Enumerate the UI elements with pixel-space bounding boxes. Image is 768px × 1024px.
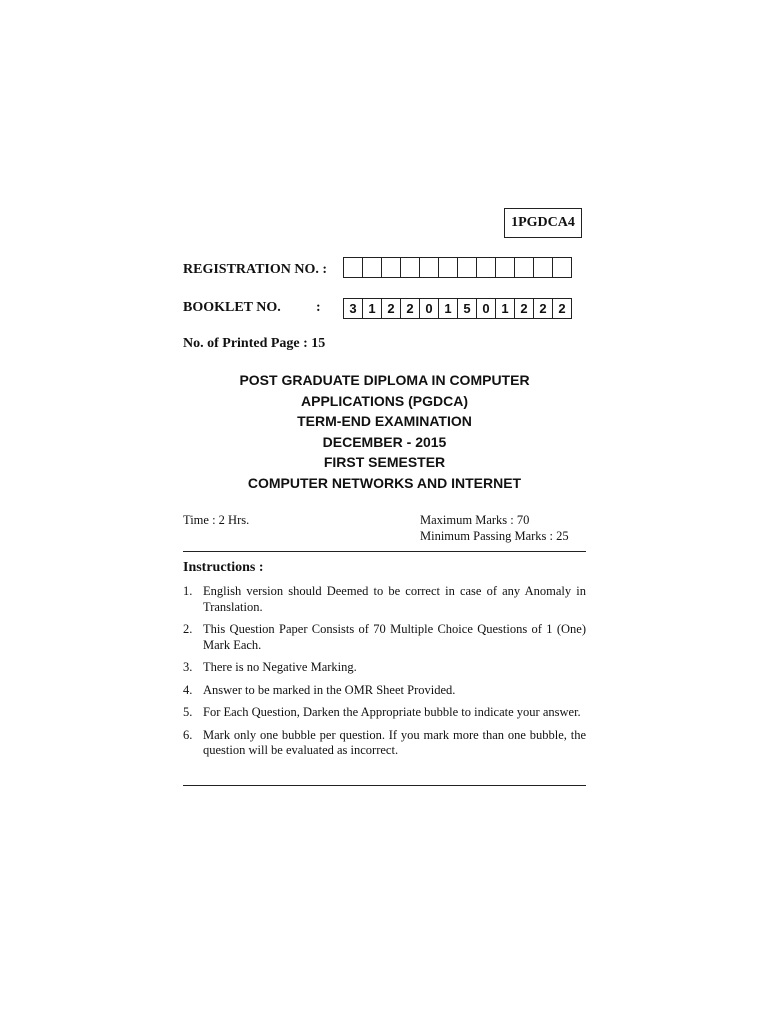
instruction-text: There is no Negative Marking. [203,660,357,674]
booklet-digit: 2 [515,298,534,319]
registration-digit-box[interactable] [515,257,534,278]
heading-line: FIRST SEMESTER [323,454,446,470]
registration-number-boxes[interactable] [343,257,572,278]
booklet-digit: 2 [553,298,572,319]
instruction-number: 4. [183,682,193,697]
booklet-digit: 3 [344,298,363,319]
instructions-title: Instructions : [183,560,264,575]
instruction-number: 3. [183,660,193,674]
instruction-text: This Question Paper Consists of 70 Multiple Choice Questions of 1 (One) Mark Each. [203,622,586,652]
instruction-text: English version should Deemed to be correct in case of any Anomaly in Translation. [203,584,586,614]
instruction-item [183,584,586,615]
booklet-digit: 5 [458,298,477,319]
registration-digit-box[interactable] [458,257,477,278]
heading-line: TERM-END EXAMINATION [297,413,472,429]
registration-digit-box[interactable] [477,257,496,278]
divider-bottom [183,785,586,786]
registration-digit-box[interactable] [363,257,382,278]
registration-digit-box[interactable] [344,257,363,278]
registration-digit-box[interactable] [401,257,420,278]
heading-line: DECEMBER - 2015 [322,433,447,450]
registration-digit-box[interactable] [553,257,572,278]
registration-digit-box[interactable] [496,257,515,278]
registration-digit-box[interactable] [534,257,553,278]
instructions-list [183,584,586,766]
instruction-number: 6. [183,727,193,742]
booklet-number-boxes [343,298,572,319]
heading-line: POST GRADUATE DIPLOMA IN COMPUTER [239,372,530,388]
paper-code-box [504,208,582,238]
booklet-digit: 2 [382,298,401,319]
instruction-number: 2. [183,622,193,636]
booklet-digit: 1 [496,298,515,319]
instruction-number: 1. [183,584,193,598]
instruction-item [183,705,586,721]
maximum-marks: Maximum Marks : 70 [420,513,530,527]
booklet-colon: : [316,300,321,315]
booklet-digit: 2 [401,298,420,319]
instruction-number: 5. [183,705,193,719]
exam-heading [183,370,586,493]
instruction-item [183,622,586,653]
registration-digit-box[interactable] [382,257,401,278]
exam-time: Time : 2 Hrs. [183,513,250,527]
instruction-item [183,728,586,759]
registration-label: REGISTRATION NO. : [183,262,328,277]
printed-pages-count: No. of Printed Page : 15 [183,336,326,351]
booklet-digit: 1 [363,298,382,319]
booklet-digit: 2 [534,298,553,319]
minimum-passing-marks: Minimum Passing Marks : 25 [420,529,569,543]
instruction-text: Mark only one bubble per question. If you mark more than one bubble, the question will be evaluated as incorrect. [203,727,586,757]
booklet-digit: 0 [477,298,496,319]
booklet-label: BOOKLET NO. [183,300,281,315]
paper-code: 1PGDCA4 [511,215,575,230]
instruction-item [183,660,586,676]
booklet-digit: 0 [420,298,439,319]
heading-line: APPLICATIONS (PGDCA) [301,392,468,409]
divider-top [183,551,586,552]
booklet-digit: 1 [439,298,458,319]
instruction-text: Answer to be marked in the OMR Sheet Provided. [203,682,456,697]
instruction-item [183,683,586,699]
registration-digit-box[interactable] [420,257,439,278]
instruction-text: For Each Question, Darken the Appropriate bubble to indicate your answer. [203,705,581,719]
registration-digit-box[interactable] [439,257,458,278]
heading-line: COMPUTER NETWORKS AND INTERNET [247,474,522,491]
